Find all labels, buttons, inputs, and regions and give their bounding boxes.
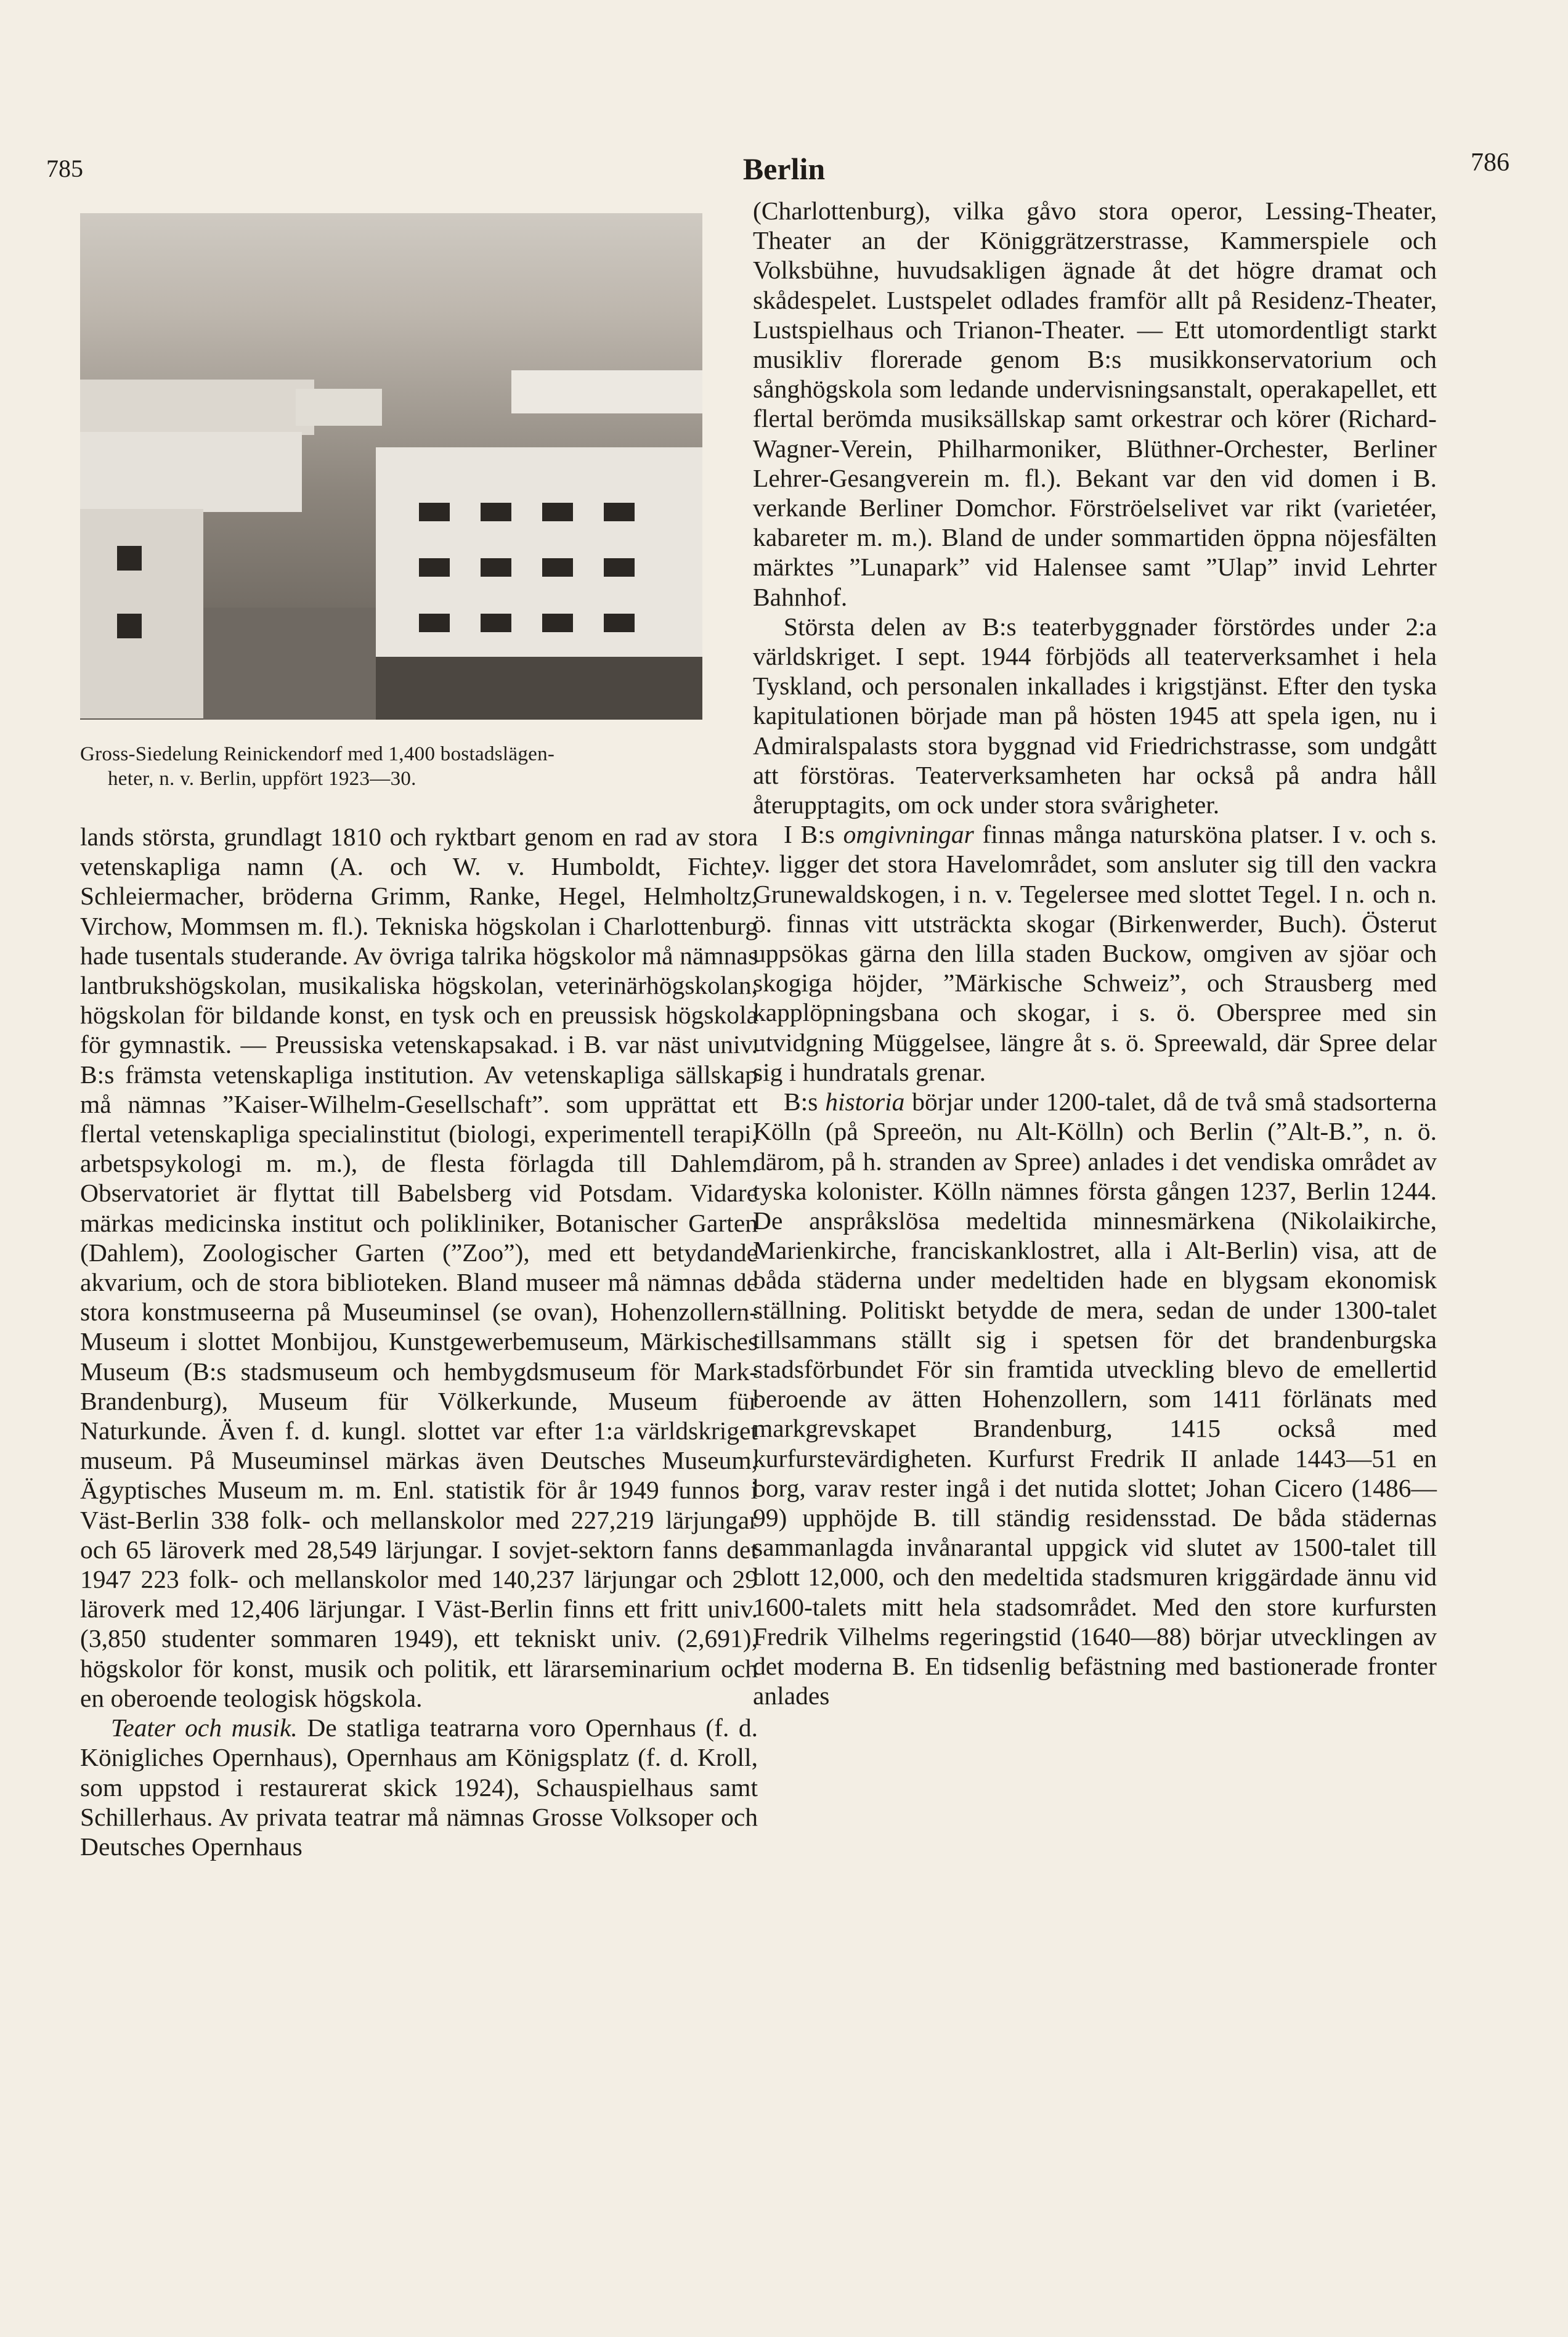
left-paragraph-2-text: De statliga teatrarna voro Opernhaus (f. d. Königliches Opernhaus), Opernhaus am Königsplatz (f. d. Kroll, som uppstod i restaurerat skick 1924), Schauspielhaus samt Schillerhaus. Av privata teatrar må nämnas Grosse Volksoper och Deutsches Opernhaus (80, 1713, 758, 1861)
housing-estate-photo (80, 213, 702, 720)
section-heading-theater: Teater och musik. (111, 1713, 298, 1742)
right-paragraph-4-text: börjar under 1200-talet, då de två små stadsorterna Kölln (på Spreeön, nu Alt-Kölln) och Berlin (”Alt-B.”, n. ö. därom, på h. stranden av Spree) anlades i det vendiska området av tyska kolonister. Kölln nämnes första gången 1237, Berlin 1244. De anspråkslösa medeltida minnesmärkena (Nikolaikirche, Marienkirche, franciskanklostret, alla i Alt-Berlin) visa, att de båda städerna under medeltiden hade en blygsam ekonomisk ställning. Politiskt betydde de mera, sedan de under 1300-talet tillsammans ställt sig i spetsen för det brandenburgska stadsförbundet För sin framtida utveckling blevo de emellertid beroende av ätten Hohenzollern, som 1411 förlänats med markgrevskapet Brandenburg, 1415 också med kurfurstevärdigheten. Kurfurst Fredrik II anlade 1443—51 en borg, varav rester ingå i det nutida slottet; Johan Cicero (1486—99) upphöjde B. till ständig residensstad. De båda städernas sammanlagda invånarantal uppgick vid slutet av 1500-talet till blott 12,000, och den medeltida stadsmuren kriggärdade ännu vid 1600-talets mitt hela stadsområdet. Med den store kurfursten Fredrik Vilhelms regeringstid (1640—88) börjar utvecklingen av det moderna B. En tidsenlig befästning med bastionerade fronter anlades (753, 1087, 1437, 1710)
left-column (80, 196, 758, 1861)
running-head-title: Berlin (742, 152, 826, 186)
page-number-left: 785 (46, 155, 83, 182)
page-number-right: 786 (1471, 148, 1509, 177)
section-heading-surroundings: omgivningar (843, 820, 974, 849)
right-paragraph-1: (Charlottenburg), vilka gåvo stora operor, Lessing-Theater, Theater an der Königgrätzerstrasse, Kammerspiele och Volksbühne, huvudsakligen ägnade åt det högre dramat och skådespelet. Lustspelet odlades framför allt på Residenz-Theater, Lustspielhaus och Trianon-Theater. — Ett utomordentligt starkt musikliv florerade genom B:s musikkonservatorium och sånghögskola som ledande undervisningsanstalt, operakapellet, ett flertal berömda musiksällskap samt orkestrar och körer (Richard-Wagner-Verein, Philharmoniker, Blüthner-Orchester, Berliner Lehrer-Gesangverein m. fl.). Bekant var den vid domen i B. verkande Berliner Domchor. Förströelselivet var rikt (varietéer, kabareter m. m.). Bland de under sommartiden öppna nöjesfälten märktes ”Lunapark” vid Halensee samt ”Ulap” invid Lehrter Bahnhof. (753, 197, 1437, 611)
section-heading-history: historia (825, 1087, 905, 1116)
right-paragraph-4-pre: B:s (784, 1087, 826, 1116)
right-paragraph-3-pre: I B:s (784, 820, 843, 849)
left-paragraph-2 (80, 1713, 758, 1861)
right-paragraph-3 (753, 819, 1437, 1087)
figure-caption (80, 742, 758, 791)
right-paragraph-4 (753, 1087, 1437, 1710)
caption-line-1: Gross-Siedelung Reinickendorf med 1,400 bostadslägen- (80, 743, 555, 765)
left-paragraph-1: lands största, grundlagt 1810 och ryktbart genom en rad av stora vetenskapliga namn (A. och W. v. Humboldt, Fichte, Schleiermacher, bröderna Grimm, Ranke, Hegel, Helmholtz, Virchow, Mommsen m. fl.). Tekniska högskolan i Charlottenburg hade tusentals studerande. Av övriga talrika högskolor må nämnas lantbrukshögskolan, musikaliska högskolan, veterinärhögskolan, högskolan för bildande konst, en tysk och en preussisk högskola för gymnastik. — Preussiska vetenskapsakad. i B. var näst univ. B:s främsta vetenskapliga institution. Av vetenskapliga sällskap må nämnas ”Kaiser-Wilhelm-Gesellschaft”. som upprättat ett flertal vetenskapliga specialinstitut (biologi, experimentell terapi, arbetspsykologi m. m.), de flesta förlagda till Dahlem. Observatoriet är flyttat till Babelsberg vid Potsdam. Vidare märkas medicinska institut och polikliniker, Botanischer Garten (Dahlem), Zoologischer Garten (”Zoo”), med ett betydande akvarium, och de stora biblioteken. Bland museer må nämnas de stora konstmuseerna på Museuminsel (se ovan), Hohenzollern-Museum i slottet Monbijou, Kunstgewerbemuseum, Märkisches Museum (B:s stadsmuseum och hembygdsmuseum för Mark-Brandenburg), Museum für Völkerkunde, Museum für Naturkunde. Även f. d. kungl. slottet var efter 1:a världskriget museum. På Museuminsel märkas även Deutsches Museum, Ägyptisches Museum m. m. Enl. statistik för år 1949 funnos i Väst-Berlin 338 folk- och mellanskolor med 227,219 lärjungar och 65 läroverk med 28,549 lärjungar. I sovjet-sektorn fanns det 1947 223 folk- och mellanskolor med 140,237 lärjungar och 29 läroverk med 12,406 lärjungar. I Väst-Berlin finns ett fritt univ. (3,850 studenter sommaren 1949), ett tekniskt univ. (2,691), högskolor för konst, musik och politik, ett lärarseminarium och en oberoende teologisk högskola. (80, 823, 758, 1712)
caption-line-2: heter, n. v. Berlin, uppfört 1923—30. (108, 768, 416, 790)
right-paragraph-2: Största delen av B:s teaterbyggnader förstördes under 2:a världskriget. I sept. 1944 förbjöds all teaterverksamhet i hela Tyskland, och personalen inkallades i krigstjänst. Efter den tyska kapitulationen började man på hösten 1945 att spela igen, nu i Admiralspalasts stora byggnad vid Friedrichstrasse, som undgått att förstöras. Teaterverksamheten har också på andra håll återupptagits, om ock under stora svårigheter. (753, 612, 1437, 819)
right-paragraph-3-text: finnas många natursköna platser. I v. och s. v. ligger det stora Havelområdet, som ansluter sig till den vackra Grunewaldskogen, i n. v. Tegelersee med slottet Tegel. I n. och n. ö. finnas vitt utsträckta skogar (Birkenwerder, Buch). Österut uppsökas gärna den lilla staden Buckow, omgiven av sjöar och skogiga höjder, ”Märkische Schweiz”, och Strausberg med kapplöpningsbana och skogar, i s. ö. Oberspree med sin utvidgning Müggelsee, längre åt s. ö. Spreewald, där Spree delar sig i hundratals grenar. (753, 820, 1437, 1086)
right-column (753, 196, 1437, 1710)
